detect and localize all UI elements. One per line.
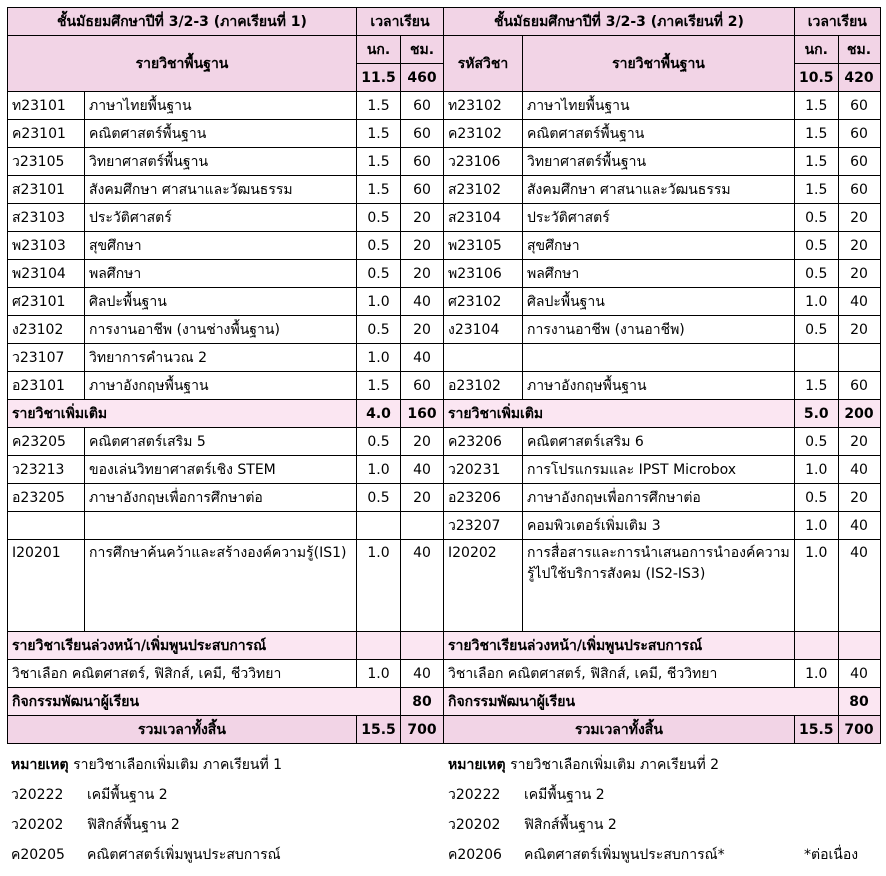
course-name: คณิตศาสตร์เสริม 5 <box>85 428 357 456</box>
sem2-extra-hours: 200 <box>838 400 880 428</box>
sem1-time-header: เวลาเรียน <box>357 8 444 36</box>
sem2-extra-title: รายวิชาเพิ่มเติม <box>444 400 795 428</box>
course-units: 0.5 <box>795 316 839 344</box>
course-code: ศ23101 <box>8 288 85 316</box>
course-units: 1.5 <box>357 92 401 120</box>
note-name: คณิตศาสตร์เพิ่มพูนประสบการณ์ <box>87 847 281 863</box>
course-name: สุขศึกษา <box>523 232 795 260</box>
sem1-total-title: รวมเวลาทั้งสิ้น <box>8 716 357 744</box>
sem1-basic-title: รายวิชาพื้นฐาน <box>8 36 357 92</box>
course-name: พลศึกษา <box>85 260 357 288</box>
course-hours: 40 <box>401 344 444 372</box>
course-units: 1.5 <box>357 120 401 148</box>
note-name: ฟิสิกส์พื้นฐาน 2 <box>524 817 617 833</box>
course-units: 1.0 <box>357 456 401 484</box>
course-hours <box>838 344 880 372</box>
table-row <box>8 176 881 204</box>
list-item <box>11 812 441 842</box>
course-hours: 40 <box>838 456 880 484</box>
sem1-extra-title: รายวิชาเพิ่มเติม <box>8 400 357 428</box>
sem1-extra-units: 4.0 <box>357 400 401 428</box>
notes-sem1 <box>11 752 441 872</box>
course-code: พ23106 <box>444 260 523 288</box>
course-hours: 60 <box>838 148 880 176</box>
course-code: พ23105 <box>444 232 523 260</box>
note-header <box>448 752 878 782</box>
sem1-advance-title: รายวิชาเรียนล่วงหน้า/เพิ่มพูนประสบการณ์ <box>8 632 357 660</box>
sem2-basic-total-hours: 420 <box>838 64 880 92</box>
course-hours: 60 <box>838 372 880 400</box>
course-name: สังคมศึกษา ศาสนาและวัฒนธรรม <box>85 176 357 204</box>
sem2-time-header: เวลาเรียน <box>795 8 881 36</box>
list-item <box>448 782 878 812</box>
course-hours <box>401 512 444 540</box>
course-hours: 20 <box>401 204 444 232</box>
sem1-col-units: นก. <box>357 36 401 64</box>
course-name: ศิลปะพื้นฐาน <box>85 288 357 316</box>
table-row <box>8 512 881 540</box>
course-name: วิทยาการคำนวณ 2 <box>85 344 357 372</box>
sem2-total-hours: 700 <box>838 716 880 744</box>
course-hours: 60 <box>401 148 444 176</box>
sem2-activity-title: กิจกรรมพัฒนาผู้เรียน <box>444 688 839 716</box>
sem1-elective: วิชาเลือก คณิตศาสตร์, ฟิสิกส์, เคมี, ชีววิทยา <box>8 660 357 688</box>
course-code: ว23213 <box>8 456 85 484</box>
course-code: ศ23102 <box>444 288 523 316</box>
list-item <box>11 842 441 872</box>
course-hours: 20 <box>401 484 444 512</box>
course-name: การโปรแกรมและ IPST Microbox <box>523 456 795 484</box>
sem2-title: ชั้นมัธยมศึกษาปีที่ 3/2-3 (ภาคเรียนที่ 2) <box>444 8 795 36</box>
course-name: ภาษาอังกฤษพื้นฐาน <box>85 372 357 400</box>
course-hours: 60 <box>401 120 444 148</box>
course-hours: 20 <box>401 428 444 456</box>
course-code: พ23104 <box>8 260 85 288</box>
table-row <box>8 316 881 344</box>
course-name: ประวัติศาสตร์ <box>85 204 357 232</box>
course-code: ว23106 <box>444 148 523 176</box>
sem1-extra-hours: 160 <box>401 400 444 428</box>
sem2-activity-hours: 80 <box>838 688 880 716</box>
course-code: ค23102 <box>444 120 523 148</box>
sem1-elective-units: 1.0 <box>357 660 401 688</box>
course-code: ส23101 <box>8 176 85 204</box>
course-units: 1.0 <box>357 540 401 632</box>
curriculum-table <box>7 7 881 744</box>
course-units: 1.5 <box>795 176 839 204</box>
course-units: 1.5 <box>795 372 839 400</box>
note-name: เคมีพื้นฐาน 2 <box>524 787 605 803</box>
course-code: ส23102 <box>444 176 523 204</box>
course-code: อ23205 <box>8 484 85 512</box>
course-units: 0.5 <box>357 484 401 512</box>
sem2-total-units: 15.5 <box>795 716 839 744</box>
course-name: การงานอาชีพ (งานอาชีพ) <box>523 316 795 344</box>
note-text: รายวิชาเลือกเพิ่มเติม ภาคเรียนที่ 1 <box>73 757 283 773</box>
course-code: อ23102 <box>444 372 523 400</box>
course-units: 0.5 <box>357 428 401 456</box>
note-label: หมายเหตุ <box>11 757 69 773</box>
continued-note: *ต่อเนื่อง <box>804 847 859 863</box>
course-hours: 40 <box>401 456 444 484</box>
course-hours: 40 <box>838 512 880 540</box>
course-hours: 60 <box>838 120 880 148</box>
table-row <box>8 148 881 176</box>
course-code: ท23102 <box>444 92 523 120</box>
note-code: ว20202 <box>448 817 501 833</box>
table-row <box>8 92 881 120</box>
course-name: ภาษาไทยพื้นฐาน <box>85 92 357 120</box>
table-row <box>8 204 881 232</box>
sem1-total-hours: 700 <box>401 716 444 744</box>
course-units: 0.5 <box>357 316 401 344</box>
sem1-elective-hours: 40 <box>401 660 444 688</box>
course-name: สุขศึกษา <box>85 232 357 260</box>
course-name: ภาษาไทยพื้นฐาน <box>523 92 795 120</box>
course-hours: 20 <box>838 204 880 232</box>
course-units: 0.5 <box>795 232 839 260</box>
course-code: ง23104 <box>444 316 523 344</box>
table-row <box>8 540 881 632</box>
course-name: ศิลปะพื้นฐาน <box>523 288 795 316</box>
note-code: ว20202 <box>11 817 64 833</box>
course-code <box>8 512 85 540</box>
course-units: 0.5 <box>795 484 839 512</box>
sem2-col-hours: ชม. <box>838 36 880 64</box>
course-name: วิทยาศาสตร์พื้นฐาน <box>85 148 357 176</box>
table-row <box>8 372 881 400</box>
course-name: คอมพิวเตอร์เพิ่มเติม 3 <box>523 512 795 540</box>
table-row <box>8 232 881 260</box>
course-hours: 20 <box>401 232 444 260</box>
table-row <box>8 288 881 316</box>
table-row <box>8 260 881 288</box>
course-hours: 60 <box>838 92 880 120</box>
course-code: ว23107 <box>8 344 85 372</box>
course-name: คณิตศาสตร์พื้นฐาน <box>523 120 795 148</box>
course-code: ส23103 <box>8 204 85 232</box>
course-hours: 40 <box>401 540 444 632</box>
sem2-basic-total-units: 10.5 <box>795 64 839 92</box>
table-row <box>8 120 881 148</box>
sem1-activity-hours: 80 <box>401 688 444 716</box>
course-code: ค23101 <box>8 120 85 148</box>
sem1-title: ชั้นมัธยมศึกษาปีที่ 3/2-3 (ภาคเรียนที่ 1) <box>8 8 357 36</box>
course-units: 1.5 <box>357 148 401 176</box>
course-hours: 40 <box>838 288 880 316</box>
sem2-col-units: นก. <box>795 36 839 64</box>
course-hours: 40 <box>401 288 444 316</box>
course-name: สังคมศึกษา ศาสนาและวัฒนธรรม <box>523 176 795 204</box>
sem2-extra-units: 5.0 <box>795 400 839 428</box>
course-hours: 20 <box>838 316 880 344</box>
course-hours: 60 <box>838 176 880 204</box>
course-units <box>357 512 401 540</box>
sem1-total-units: 15.5 <box>357 716 401 744</box>
course-code: I20202 <box>444 540 523 632</box>
course-name: ของเล่นวิทยาศาสตร์เชิง STEM <box>85 456 357 484</box>
sem2-elective-hours: 40 <box>838 660 880 688</box>
course-code: ว23207 <box>444 512 523 540</box>
course-name: ภาษาอังกฤษเพื่อการศึกษาต่อ <box>523 484 795 512</box>
course-name: พลศึกษา <box>523 260 795 288</box>
course-units: 1.0 <box>357 344 401 372</box>
table-row <box>8 484 881 512</box>
note-code: ค20205 <box>11 847 65 863</box>
course-units: 1.5 <box>795 92 839 120</box>
course-hours: 60 <box>401 92 444 120</box>
note-code: ว20222 <box>11 787 64 803</box>
sem2-advance-title: รายวิชาเรียนล่วงหน้า/เพิ่มพูนประสบการณ์ <box>444 632 795 660</box>
course-hours: 60 <box>401 372 444 400</box>
course-code: ง23102 <box>8 316 85 344</box>
course-hours: 20 <box>838 260 880 288</box>
note-text: รายวิชาเลือกเพิ่มเติม ภาคเรียนที่ 2 <box>510 757 720 773</box>
course-hours: 60 <box>401 176 444 204</box>
course-units: 1.5 <box>357 176 401 204</box>
note-name: ฟิสิกส์พื้นฐาน 2 <box>87 817 180 833</box>
course-hours: 20 <box>838 232 880 260</box>
course-name: คณิตศาสตร์เสริม 6 <box>523 428 795 456</box>
list-item <box>448 842 878 872</box>
course-name <box>523 344 795 372</box>
course-units: 1.5 <box>795 120 839 148</box>
course-name: ประวัติศาสตร์ <box>523 204 795 232</box>
course-code: อ23206 <box>444 484 523 512</box>
table-row <box>8 456 881 484</box>
course-units: 0.5 <box>357 260 401 288</box>
list-item <box>11 782 441 812</box>
course-name: การงานอาชีพ (งานช่างพื้นฐาน) <box>85 316 357 344</box>
sem1-activity-title: กิจกรรมพัฒนาผู้เรียน <box>8 688 401 716</box>
note-label: หมายเหตุ <box>448 757 506 773</box>
course-hours: 20 <box>838 484 880 512</box>
course-name: ภาษาอังกฤษพื้นฐาน <box>523 372 795 400</box>
note-code: ค20206 <box>448 847 502 863</box>
table-row <box>8 660 881 688</box>
sem2-elective-units: 1.0 <box>795 660 839 688</box>
course-name: วิทยาศาสตร์พื้นฐาน <box>523 148 795 176</box>
sem2-total-title: รวมเวลาทั้งสิ้น <box>444 716 795 744</box>
sem1-col-hours: ชม. <box>401 36 444 64</box>
table-row <box>8 428 881 456</box>
course-units: 0.5 <box>795 428 839 456</box>
note-header <box>11 752 441 782</box>
course-units: 0.5 <box>795 204 839 232</box>
course-hours: 40 <box>838 540 880 632</box>
course-code: ท23101 <box>8 92 85 120</box>
course-units: 1.0 <box>795 540 839 632</box>
course-units: 1.5 <box>357 372 401 400</box>
course-units: 1.0 <box>795 456 839 484</box>
course-code: พ23103 <box>8 232 85 260</box>
course-units: 1.0 <box>795 512 839 540</box>
table-row <box>8 344 881 372</box>
course-name: การศึกษาค้นคว้าและสร้างองค์ความรู้(IS1) <box>85 540 357 632</box>
note-code: ว20222 <box>448 787 501 803</box>
sem2-basic-title: รายวิชาพื้นฐาน <box>523 36 795 92</box>
course-hours: 20 <box>401 316 444 344</box>
course-code: ค23205 <box>8 428 85 456</box>
sem2-code-header: รหัสวิชา <box>444 36 523 92</box>
course-code: I20201 <box>8 540 85 632</box>
course-units: 0.5 <box>795 260 839 288</box>
note-name: เคมีพื้นฐาน 2 <box>87 787 168 803</box>
course-code: อ23101 <box>8 372 85 400</box>
course-code: ค23206 <box>444 428 523 456</box>
course-units: 1.0 <box>357 288 401 316</box>
course-units: 0.5 <box>357 232 401 260</box>
notes-sem2 <box>448 752 878 872</box>
sem2-elective: วิชาเลือก คณิตศาสตร์, ฟิสิกส์, เคมี, ชีววิทยา <box>444 660 795 688</box>
course-code <box>444 344 523 372</box>
course-name <box>85 512 357 540</box>
sem1-basic-total-hours: 460 <box>401 64 444 92</box>
course-hours: 20 <box>838 428 880 456</box>
course-code: ส23104 <box>444 204 523 232</box>
course-units: 1.5 <box>795 148 839 176</box>
sem1-basic-total-units: 11.5 <box>357 64 401 92</box>
course-units: 0.5 <box>357 204 401 232</box>
course-name: คณิตศาสตร์พื้นฐาน <box>85 120 357 148</box>
course-hours: 20 <box>401 260 444 288</box>
course-name: ภาษาอังกฤษเพื่อการศึกษาต่อ <box>85 484 357 512</box>
course-code: ว23105 <box>8 148 85 176</box>
course-name: การสื่อสารและการนำเสนอการนำองค์ความรู้ไปใช้บริการสังคม (IS2-IS3) <box>523 540 795 632</box>
course-code: ว20231 <box>444 456 523 484</box>
note-name: คณิตศาสตร์เพิ่มพูนประสบการณ์* <box>524 847 725 863</box>
course-units: 1.0 <box>795 288 839 316</box>
list-item <box>448 812 878 842</box>
course-units <box>795 344 839 372</box>
